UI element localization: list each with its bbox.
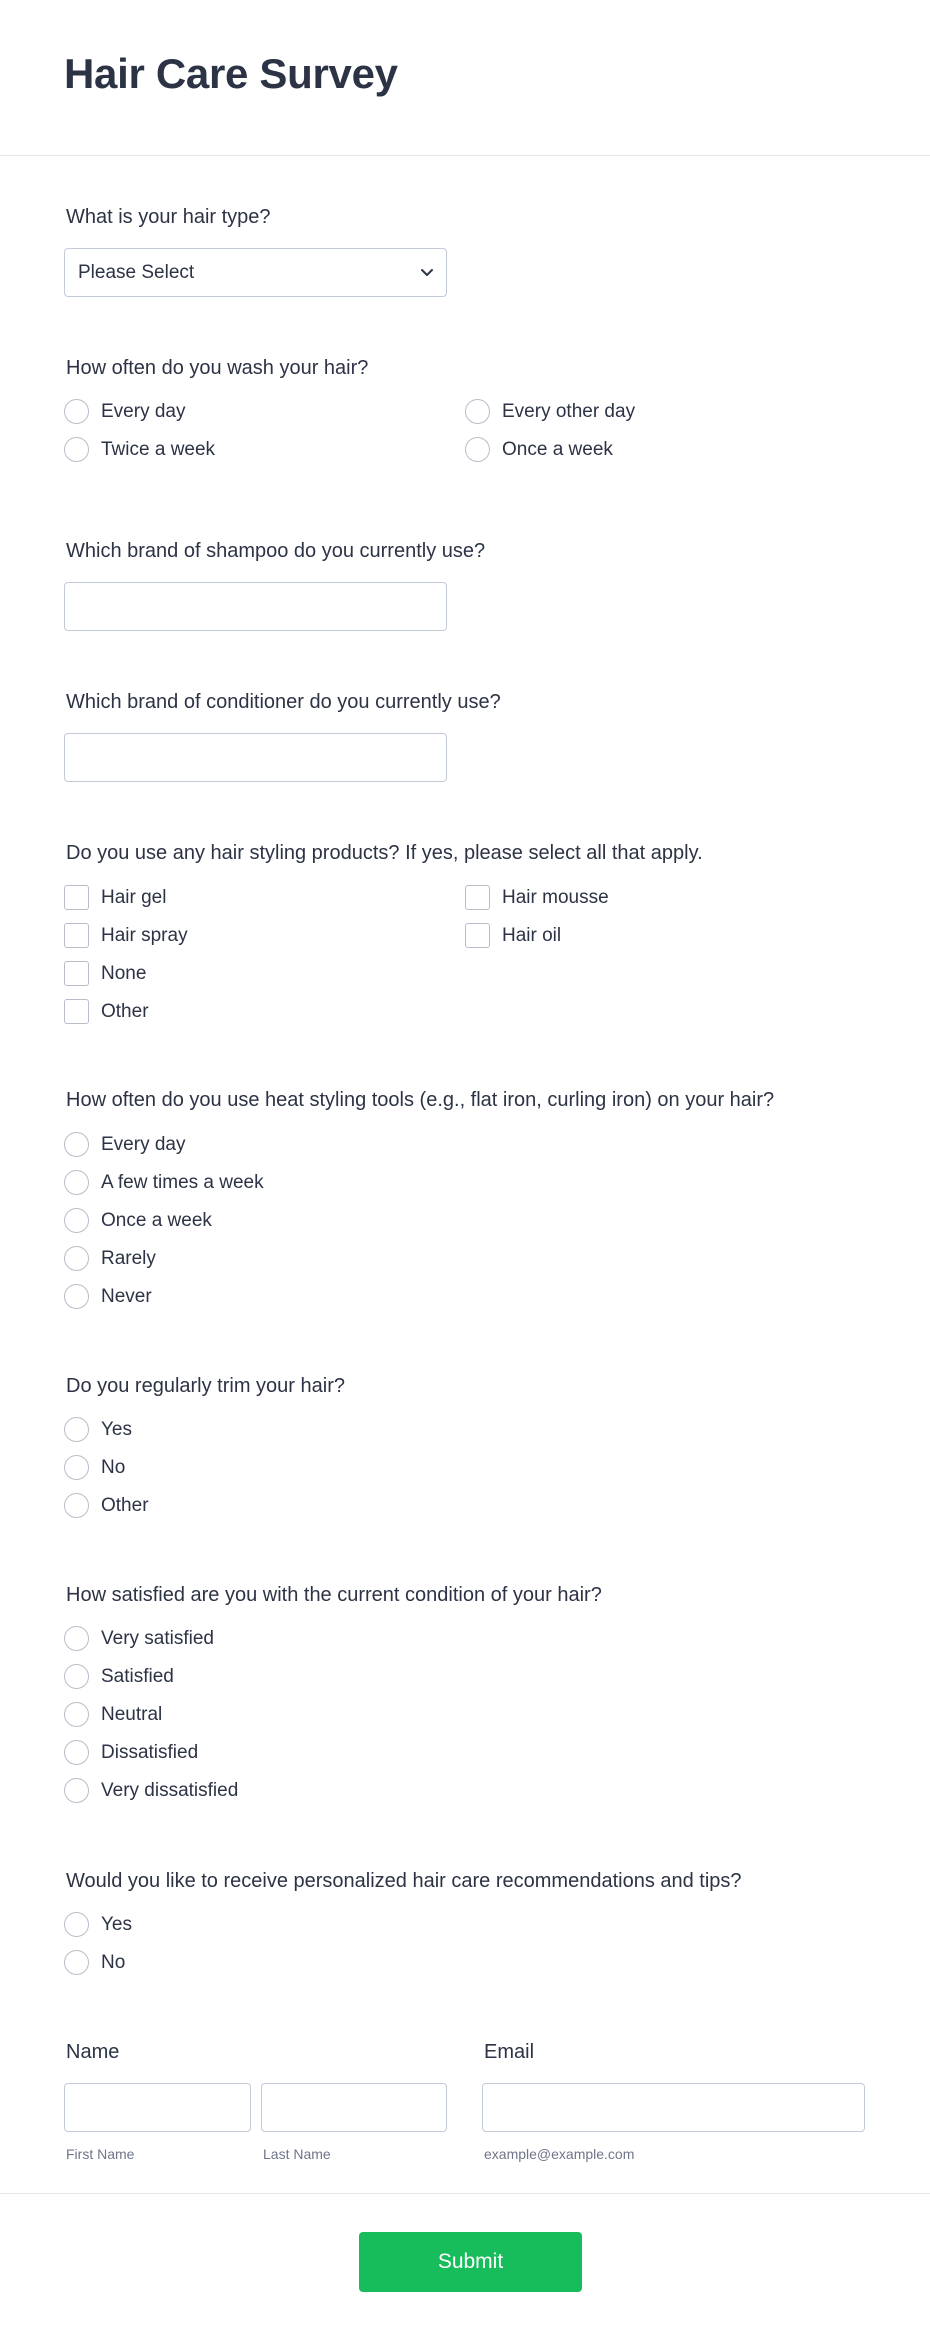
radio-button[interactable] [64,1664,89,1689]
option-label: Hair spray [101,925,188,946]
radio-button[interactable] [64,1417,89,1442]
question-recommendations-label: Would you like to receive personalized hair care recommendations and tips? [66,1870,742,1892]
question-trim-label: Do you regularly trim your hair? [66,1375,345,1397]
option-label: No [101,1952,126,1973]
radio-button[interactable] [465,399,490,424]
checkbox[interactable] [64,999,89,1024]
email-label: Email [484,2041,535,2063]
shampoo-input[interactable] [64,582,447,631]
radio-button[interactable] [64,1778,89,1803]
radio-button[interactable] [64,437,89,462]
submit-button[interactable]: Submit [359,2232,582,2292]
last-name-sublabel: Last Name [263,2146,331,2162]
option-label: None [101,963,147,984]
option-label: No [101,1457,126,1478]
question-shampoo-label: Which brand of shampoo do you currently use? [66,540,486,562]
option-label: A few times a week [101,1172,264,1193]
radio-button[interactable] [64,1950,89,1975]
radio-button[interactable] [64,1493,89,1518]
conditioner-input[interactable] [64,733,447,782]
radio-button[interactable] [465,437,490,462]
radio-button[interactable] [64,1208,89,1233]
option-label: Other [101,1495,149,1516]
email-input[interactable] [482,2083,865,2132]
question-wash-label: How often do you wash your hair? [66,357,369,379]
form-header [0,0,930,156]
last-name-input[interactable] [261,2083,447,2132]
option-label: Hair oil [502,925,562,946]
option-label: Yes [101,1419,132,1440]
option-label: Hair mousse [502,887,609,908]
option-label: Never [101,1286,152,1307]
checkbox[interactable] [465,923,490,948]
radio-button[interactable] [64,1740,89,1765]
radio-button[interactable] [64,1284,89,1309]
name-label: Name [66,2041,120,2063]
option-label: Very dissatisfied [101,1780,239,1801]
option-label: Every day [101,401,186,422]
option-label: Once a week [101,1210,212,1231]
radio-button[interactable] [64,1702,89,1727]
checkbox[interactable] [64,961,89,986]
option-label: Yes [101,1914,132,1935]
radio-button[interactable] [64,1626,89,1651]
radio-button[interactable] [64,1455,89,1480]
option-label: Other [101,1001,149,1022]
question-heat-label: How often do you use heat styling tools (e.g., flat iron, curling iron) on your hair? [66,1089,775,1111]
option-label: Very satisfied [101,1628,214,1649]
hair-type-selected-value: Please Select [78,262,195,283]
option-label: Twice a week [101,439,216,460]
radio-button[interactable] [64,1246,89,1271]
option-label: Dissatisfied [101,1742,199,1763]
checkbox[interactable] [465,885,490,910]
option-label: Neutral [101,1704,163,1725]
question-satisfaction-label: How satisfied are you with the current condition of your hair? [66,1584,602,1606]
chevron-down-icon [418,263,436,281]
checkbox[interactable] [64,885,89,910]
first-name-input[interactable] [64,2083,251,2132]
first-name-sublabel: First Name [66,2146,135,2162]
footer-divider [0,2193,930,2194]
radio-button[interactable] [64,399,89,424]
option-label: Every other day [502,401,636,422]
radio-button[interactable] [64,1132,89,1157]
option-label: Hair gel [101,887,167,908]
question-conditioner-label: Which brand of conditioner do you currently use? [66,691,501,713]
radio-button[interactable] [64,1170,89,1195]
option-label: Satisfied [101,1666,174,1687]
radio-button[interactable] [64,1912,89,1937]
question-hair-type-label: What is your hair type? [66,206,271,228]
question-styling-label: Do you use any hair styling products? If yes, please select all that apply. [66,842,703,864]
hair-type-select[interactable] [64,248,447,297]
email-sublabel: example@example.com [484,2146,635,2162]
form-title: Hair Care Survey [64,50,398,97]
option-label: Every day [101,1134,186,1155]
option-label: Once a week [502,439,613,460]
checkbox[interactable] [64,923,89,948]
option-label: Rarely [101,1248,156,1269]
